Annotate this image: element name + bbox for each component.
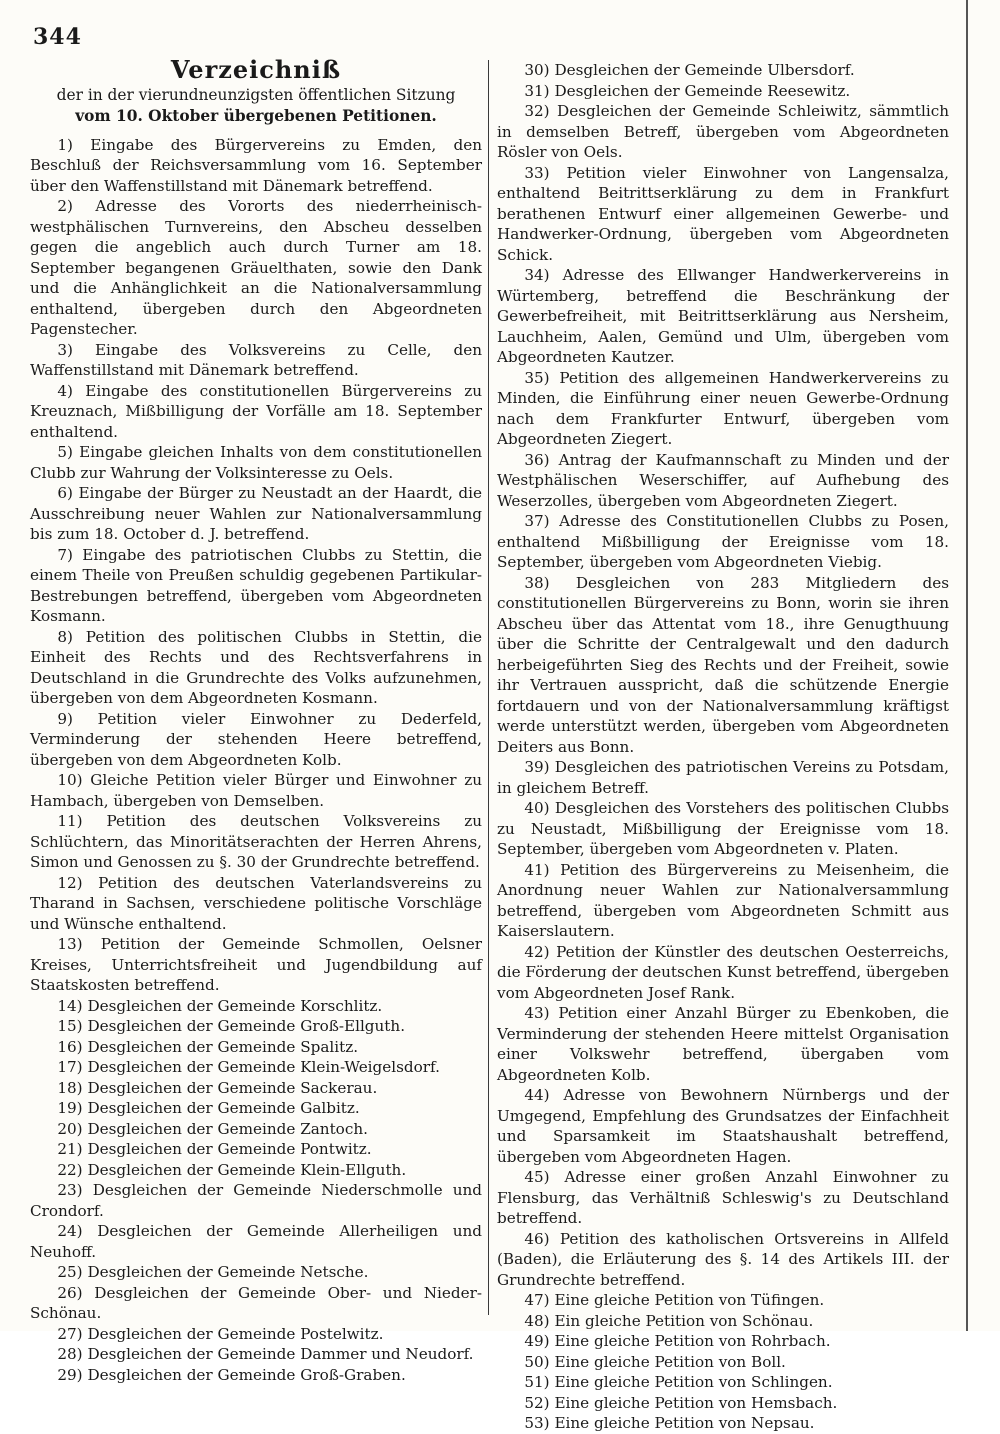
petition-entry: 13) Petition der Gemeinde Schmollen, Oelsner Kreises, Unterrichtsfreiheit und Jugendbildung auf Staatskosten betreffend.	[30, 935, 482, 994]
petition-entry: 52) Eine gleiche Petition von Hemsbach.	[524, 1393, 838, 1412]
petition-entry: 28) Desgleichen der Gemeinde Dammer und Neudorf.	[57, 1345, 474, 1363]
petition-entry: 11) Petition des deutschen Volksvereins zu Schlüchtern, das Minoritätserachten der Herren Ahrens, Simon und Genossen zu §. 30 der Grundrechte betreffend.	[30, 812, 482, 871]
petition-entry: 5) Eingabe gleichen Inhalts von dem constitutionellen Clubb zur Wahrung der Volksinteresse zu Oels.	[30, 443, 482, 482]
petition-entry: 32) Desgleichen der Gemeinde Schleiwitz, sämmtlich in demselben Betreff, übergeben vom Abgeordneten Rösler von Oels.	[497, 102, 949, 161]
petition-entry: 48) Ein gleiche Petition von Schönau.	[524, 1311, 814, 1330]
petition-entry: 12) Petition des deutschen Vaterlandsvereins zu Tharand in Sachsen, verschiedene politische Vorschläge und Wünsche enthaltend.	[30, 873, 482, 933]
binding-edge	[966, 0, 968, 1331]
petition-entry: 38) Desgleichen von 283 Mitgliedern des constitutionellen Bürgervereins zu Bonn, worin sie ihren Abscheu über das Attentat vom 18., ihre Genugthuung über die Schritte der Centralgewalt und den dadurch herbeigeführten Sieg des Rechts und der Freiheit, sowie ihr Vertrauen ausspricht, daß die schützende Energie fortdauern und von der Nationalversammlung kräftigst werde unterstützt werden, übergeben vom Abgeordneten Deiters aus Bonn.	[497, 573, 949, 756]
petition-entry: 47) Eine gleiche Petition von Tüfingen.	[524, 1291, 825, 1309]
petition-entry: 30) Desgleichen der Gemeinde Ulbersdorf.	[524, 61, 855, 79]
petition-entry: 44) Adresse von Bewohnern Nürnbergs und der Umgegend, Empfehlung des Grundsatzes der Einfachheit und Sparsamkeit im Staatshaushalt betreffend, übergeben vom Abgeordneten Hagen.	[497, 1086, 949, 1166]
petition-entry: 39) Desgleichen des patriotischen Vereins zu Potsdam, in gleichem Betreff.	[497, 758, 949, 797]
heading-block	[30, 55, 482, 127]
petition-entry: 31) Desgleichen der Gemeinde Reesewitz.	[524, 81, 851, 100]
petition-entry: 29) Desgleichen der Gemeinde Groß-Graben.	[57, 1365, 406, 1384]
petition-entry: 19) Desgleichen der Gemeinde Galbitz.	[57, 1099, 360, 1117]
petition-entry: 24) Desgleichen der Gemeinde Allerheiligen und Neuhoff.	[30, 1222, 482, 1261]
page-title: Verzeichniß	[170, 55, 342, 84]
petition-entry: 25) Desgleichen der Gemeinde Netsche.	[57, 1263, 369, 1281]
petition-entry: 6) Eingabe der Bürger zu Neustadt an der Haardt, die Ausschreibung neuer Wahlen zur Nationalversammlung bis zum 18. October d. J. betreffend.	[30, 484, 482, 543]
petition-entry: 41) Petition des Bürgervereins zu Meisenheim, die Anordnung neuer Wahlen zur Nationalversammlung betreffend, übergeben vom Abgeordneten Schmitt aus Kaiserslautern.	[497, 860, 949, 940]
petition-entry: 3) Eingabe des Volksvereins zu Celle, den Waffenstillstand mit Dänemark betreffend.	[30, 340, 482, 379]
petition-entry: 35) Petition des allgemeinen Handwerkervereins zu Minden, die Einführung einer neuen Gewerbe-Ordnung nach dem Frankfurter Entwurf, übergeben vom Abgeordneten Ziegert.	[497, 368, 949, 448]
petition-entry: 22) Desgleichen der Gemeinde Klein-Ellguth.	[57, 1160, 407, 1179]
petition-entry: 45) Adresse einer großen Anzahl Einwohner zu Flensburg, das Verhältniß Schleswig's zu Deutschland betreffend.	[497, 1168, 949, 1227]
petition-entry: 34) Adresse des Ellwanger Handwerkervereins in Würtemberg, betreffend die Beschränkung der Gewerbefreiheit, mit Beitrittserklärung aus Nersheim, Lauchheim, Aalen, Gemünd und Ulm, übergeben vom Abgeordneten Kautzer.	[497, 266, 949, 366]
subtitle-line-2: vom 10. Oktober übergebenen Petitionen.	[75, 106, 437, 125]
petition-entry: 7) Eingabe des patriotischen Clubbs zu Stettin, die einem Theile von Preußen schuldig gegebenen Partikular-Bestrebungen betreffend, übergeben vom Abgeordneten Kosmann.	[30, 545, 482, 625]
petition-entry: 10) Gleiche Petition vieler Bürger und Einwohner zu Hambach, übergeben von Demselben.	[30, 771, 482, 810]
petition-entry: 27) Desgleichen der Gemeinde Postelwitz.	[57, 1324, 384, 1343]
right-column	[497, 60, 949, 1434]
petition-entry: 14) Desgleichen der Gemeinde Korschlitz.	[57, 996, 383, 1015]
petition-entry: 1) Eingabe des Bürgervereins zu Emden, den Beschluß der Reichsversammlung vom 16. September über den Waffenstillstand mit Dänemark betreffend.	[30, 135, 482, 195]
petition-entry: 9) Petition vieler Einwohner zu Dederfeld, Verminderung der stehenden Heere betreffend, übergeben von dem Abgeordneten Kolb.	[30, 709, 482, 769]
petition-entry: 43) Petition einer Anzahl Bürger zu Ebenkoben, die Verminderung der stehenden Heere mittelst Organisation einer Volkswehr betreffend, übergaben vom Abgeordneten Kolb.	[497, 1004, 949, 1084]
petition-entry: 42) Petition der Künstler des deutschen Oesterreichs, die Förderung der deutschen Kunst betreffend, übergeben vom Abgeordneten Josef Rank.	[497, 942, 949, 1002]
petition-list-right	[497, 60, 949, 1434]
petition-entry: 40) Desgleichen des Vorstehers des politischen Clubbs zu Neustadt, Mißbilligung der Ereignisse vom 18. September, übergeben vom Abgeordneten v. Platen.	[497, 799, 949, 858]
page-number: 344	[33, 24, 82, 50]
petition-entry: 50) Eine gleiche Petition von Boll.	[524, 1352, 786, 1371]
petition-entry: 4) Eingabe des constitutionellen Bürgervereins zu Kreuznach, Mißbilligung der Vorfälle am 18. September enthaltend.	[30, 381, 482, 441]
petition-entry: 26) Desgleichen der Gemeinde Ober- und Nieder-Schönau.	[30, 1283, 482, 1322]
column-divider	[488, 60, 489, 1315]
petition-entry: 15) Desgleichen der Gemeinde Groß-Ellguth.	[57, 1017, 406, 1035]
petition-entry: 17) Desgleichen der Gemeinde Klein-Weigelsdorf.	[57, 1058, 440, 1076]
petition-entry: 53) Eine gleiche Petition von Nepsau.	[524, 1414, 815, 1432]
petition-entry: 23) Desgleichen der Gemeinde Niederschmolle und Crondorf.	[30, 1181, 482, 1220]
petition-entry: 36) Antrag der Kaufmannschaft zu Minden und der Westphälischen Weserschiffer, auf Aufhebung des Weserzolles, übergeben vom Abgeordneten Ziegert.	[497, 450, 949, 510]
petition-entry: 2) Adresse des Vororts des niederrheinisch-westphälischen Turnvereins, den Abscheu desselben gegen die angeblich auch durch Turner am 18. September begangenen Gräuelthaten, sowie den Dank und die Anhänglichkeit an die Nationalversammlung enthaltend, übergeben durch den Abgeordneten Pagenstecher.	[30, 197, 482, 338]
petition-entry: 46) Petition des katholischen Ortsvereins in Allfeld (Baden), die Erläuterung des §. 14 des Artikels III. der Grundrechte betreffend.	[497, 1229, 949, 1289]
petition-entry: 8) Petition des politischen Clubbs in Stettin, die Einheit des Rechts und des Rechtsverfahrens in Deutschland in die Grundrechte des Volks aufzunehmen, übergeben von dem Abgeordneten Kosmann.	[30, 627, 482, 707]
petition-list-left	[30, 135, 482, 1386]
petition-entry: 21) Desgleichen der Gemeinde Pontwitz.	[57, 1140, 372, 1158]
petition-entry: 18) Desgleichen der Gemeinde Sackerau.	[57, 1078, 378, 1097]
subtitle-line-1: der in der vierundneunzigsten öffentlichen Sitzung	[56, 85, 456, 104]
petition-entry: 33) Petition vieler Einwohner von Langensalza, enthaltend Beitrittserklärung zu dem in Frankfurt berathenen Entwurf einer allgemeinen Gewerbe- und Handwerker-Ordnung, übergeben vom Abgeordneten Schick.	[497, 163, 949, 264]
petition-entry: 20) Desgleichen der Gemeinde Zantoch.	[57, 1119, 368, 1138]
petition-entry: 16) Desgleichen der Gemeinde Spalitz.	[57, 1037, 359, 1056]
petition-entry: 37) Adresse des Constitutionellen Clubbs zu Posen, enthaltend Mißbilligung der Ereignisse vom 18. September, übergeben vom Abgeordneten Viebig.	[497, 512, 949, 571]
left-column	[30, 55, 482, 1385]
petition-entry: 49) Eine gleiche Petition von Rohrbach.	[524, 1332, 831, 1350]
petition-entry: 51) Eine gleiche Petition von Schlingen.	[524, 1373, 833, 1391]
